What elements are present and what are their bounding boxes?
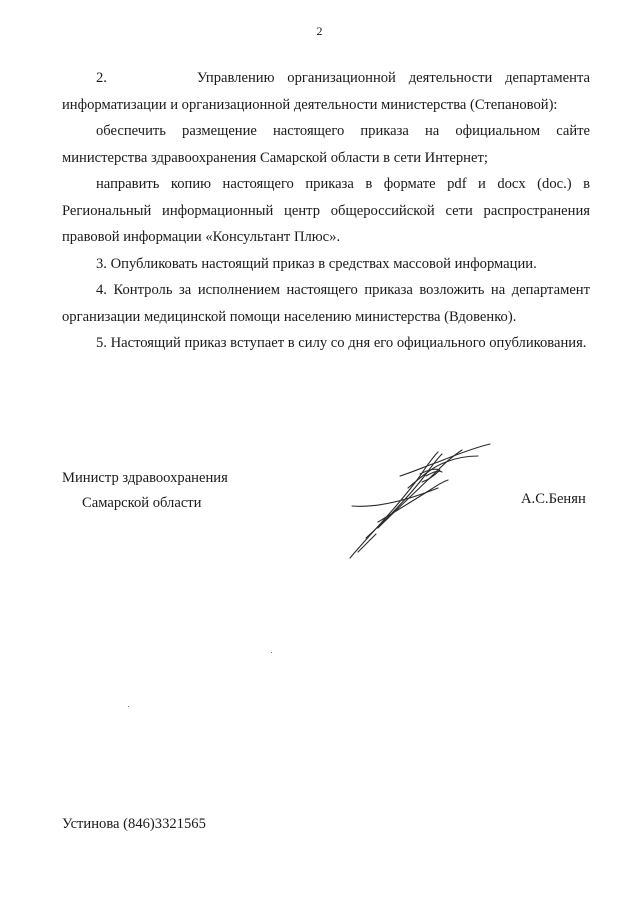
order-body (62, 65, 590, 357)
handwritten-signature (338, 436, 498, 566)
paragraph-item-2: 2. Управлению организационной деятельности департамента информатизации и организационной деятельности министерства (Степановой): (62, 70, 590, 113)
paragraph-send-copy: направить копию настоящего приказа в формате pdf и docx (doc.) в Региональный информационный центр общероссийской сети распространения правовой информации «Консультант Плюс». (62, 176, 590, 245)
paragraph-publish-website: обеспечить размещение настоящего приказа на официальном сайте министерства здравоохранения Самарской области в сети Интернет; (62, 123, 590, 166)
scan-speck (271, 652, 272, 653)
signatory-position (62, 466, 228, 516)
page-number: 2 (316, 24, 323, 38)
scan-speck (128, 706, 129, 707)
executor-contact: Устинова (846)3321565 (62, 816, 206, 832)
signatory-name: А.С.Бенян (521, 491, 586, 507)
signatory-title-line1: Министр здравоохранения (62, 470, 228, 486)
paragraph-item-3: 3. Опубликовать настоящий приказ в средствах массовой информации. (96, 255, 537, 272)
paragraph-item-5: 5. Настоящий приказ вступает в силу со дня его официального опубликования. (96, 335, 587, 351)
paragraph-item-4: 4. Контроль за исполнением настоящего приказа возложить на департамент организации медицинской помощи населению министерства (Вдовенко). (62, 282, 590, 325)
signatory-title-line2: Самарской области (82, 495, 202, 511)
